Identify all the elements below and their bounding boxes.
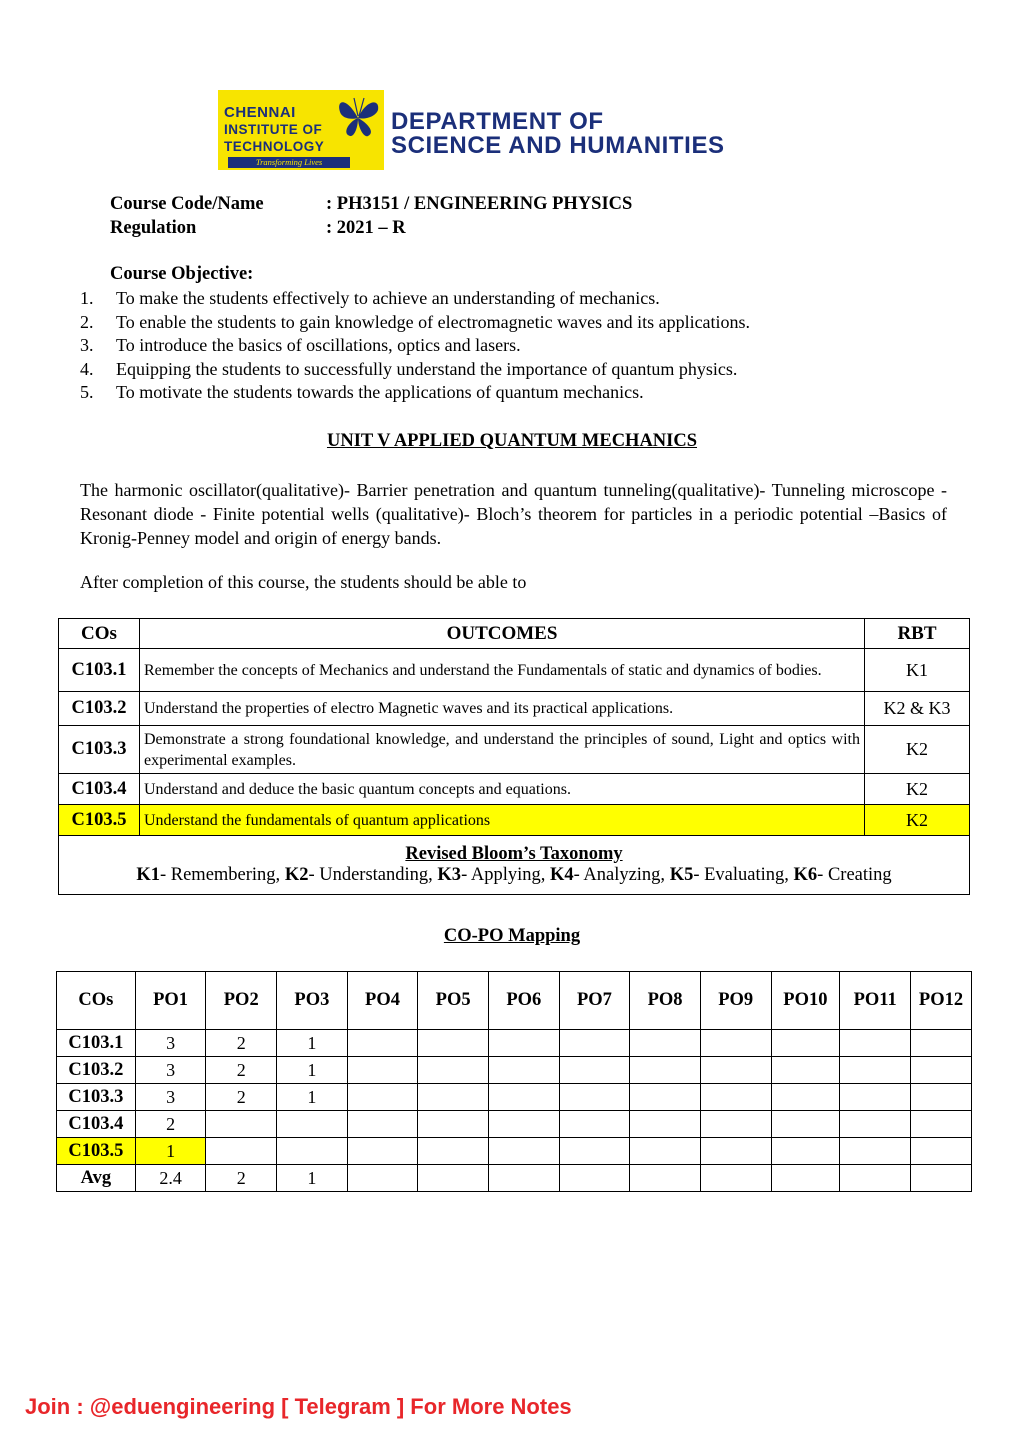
syllabus-paragraph: The harmonic oscillator(qualitative)- Barrier penetration and quantum tunneling(qualitative)- Tunneling microscope - Resonant diode - Finite potential wells (qualitative)- Bloch’s theorem for particles in a periodic potential –Basics of Kronig-Penney model and origin of energy bands. [80,480,947,548]
po-value [771,1111,840,1138]
po-value [771,1138,840,1165]
po-value [418,1111,489,1138]
po-value [911,1111,972,1138]
logo-tagline: Transforming Lives [228,157,350,168]
regulation-label: Regulation [110,218,197,238]
bloom-taxonomy-cell [59,836,970,895]
rbt-level: K2 [865,726,970,774]
po-value [840,1138,911,1165]
po-value [840,1030,911,1057]
po-value [418,1030,489,1057]
objective-item: 1. To make the students effectively to achieve an understanding of mechanics. [80,288,660,308]
outcome-text: Understand the properties of electro Magnetic waves and its practical applications. [140,692,865,726]
po-header-cell: PO3 [277,972,348,1030]
bloom-desc: - Understanding, [308,865,438,885]
po-value [840,1111,911,1138]
po-value: 2 [206,1084,277,1111]
po-value: 2 [206,1030,277,1057]
co-code: C103.4 [57,1111,136,1138]
po-value [559,1030,630,1057]
bloom-title: Revised Bloom’s Taxonomy [405,844,623,864]
po-value [206,1138,277,1165]
outcome-text: Understand the fundamentals of quantum applications [140,805,865,836]
po-value [347,1084,418,1111]
po-header-cell: PO2 [206,972,277,1030]
outcome-text: Remember the concepts of Mechanics and understand the Fundamentals of static and dynamics of bodies. [140,649,865,692]
po-value [488,1165,559,1192]
po-header-cell: PO10 [771,972,840,1030]
po-value [418,1165,489,1192]
po-value: 1 [277,1057,348,1084]
dept-line-2: SCIENCE AND HUMANITIES [391,132,725,159]
co-code: C103.5 [59,805,140,836]
po-value [277,1138,348,1165]
po-value: 2.4 [135,1165,206,1192]
po-value [347,1057,418,1084]
po-value [630,1030,701,1057]
po-value: 3 [135,1084,206,1111]
po-value [771,1030,840,1057]
telegram-footer: Join : @eduengineering [ Telegram ] For More Notes [25,1394,572,1419]
table-row-highlighted [59,805,970,836]
po-header-cell: PO12 [911,972,972,1030]
header-outcomes: OUTCOMES [140,619,865,649]
co-code: Avg [57,1165,136,1192]
po-value [630,1165,701,1192]
header-cos: COs [59,619,140,649]
institute-logo [218,90,384,170]
bloom-desc: - Evaluating, [693,865,794,885]
po-value [630,1084,701,1111]
po-value [700,1030,771,1057]
objective-item: 3. To introduce the basics of oscillations, optics and lasers. [80,335,521,355]
po-header-cell: PO5 [418,972,489,1030]
po-value: 3 [135,1030,206,1057]
po-value: 3 [135,1057,206,1084]
co-code: C103.3 [59,726,140,774]
po-value [559,1138,630,1165]
regulation-value: : 2021 – R [326,218,406,238]
bloom-key: K1 [136,865,160,885]
po-value [559,1111,630,1138]
po-value: 1 [277,1165,348,1192]
po-value [700,1084,771,1111]
bloom-key: K4 [549,865,574,885]
outcome-text: Demonstrate a strong foundational knowledge, and understand the principles of sound, Light and optics with experimental examples. [140,726,865,774]
table-header-row [59,619,970,649]
rbt-level: K1 [865,649,970,692]
po-value [771,1084,840,1111]
po-value [911,1165,972,1192]
po-value [700,1165,771,1192]
table-body [57,1030,972,1192]
po-value [700,1138,771,1165]
po-header-cell: PO8 [630,972,701,1030]
objective-item: 4. Equipping the students to successfully understand the importance of quantum physics. [80,358,738,379]
bloom-key: K2 [284,865,309,885]
bloom-key: K3 [437,865,462,885]
table-row [57,1030,972,1057]
po-value [347,1165,418,1192]
po-value [418,1138,489,1165]
po-value [771,1165,840,1192]
logo-line-2: INSTITUTE OF [224,122,323,137]
po-value [488,1030,559,1057]
co-po-mapping-title: CO-PO Mapping [443,926,581,946]
po-value [911,1138,972,1165]
co-code: C103.3 [57,1084,136,1111]
po-value [911,1030,972,1057]
po-value [559,1057,630,1084]
unit-title: UNIT V APPLIED QUANTUM MECHANICS [326,431,698,451]
course-code-value: : PH3151 / ENGINEERING PHYSICS [326,194,633,214]
objective-item: 2. To enable the students to gain knowledge of electromagnetic waves and its applications. [80,311,751,332]
after-completion-text: After completion of this course, the students should be able to [80,572,527,592]
po-value [911,1084,972,1111]
course-code-label: Course Code/Name [110,194,264,214]
logo-line-3: TECHNOLOGY [224,139,325,154]
po-value: 2 [206,1165,277,1192]
po-header-cell: PO11 [840,972,911,1030]
co-code: C103.4 [59,774,140,805]
po-value [488,1138,559,1165]
po-header-cell: PO4 [347,972,418,1030]
table-row [57,1165,972,1192]
table-row [57,1138,972,1165]
po-value [347,1138,418,1165]
po-value [630,1057,701,1084]
po-header-cell: PO1 [135,972,206,1030]
co-code: C103.5 [57,1138,136,1165]
co-code: C103.2 [59,692,140,726]
co-code: C103.1 [59,649,140,692]
po-value: 2 [206,1057,277,1084]
co-code: C103.2 [57,1057,136,1084]
dept-line-1: DEPARTMENT OF [391,108,604,135]
po-value: 2 [135,1111,206,1138]
po-value [700,1111,771,1138]
department-title [391,110,725,158]
table-row [59,649,970,692]
rbt-level: K2 [865,774,970,805]
table-row [57,1111,972,1138]
bloom-desc: - Applying, [461,865,550,885]
po-value [488,1111,559,1138]
po-value [488,1084,559,1111]
po-value [277,1111,348,1138]
bloom-row [59,836,970,895]
bloom-key: K6 [793,865,818,885]
po-value [347,1111,418,1138]
co-po-table [56,971,972,1192]
po-value: 1 [277,1084,348,1111]
table-row [59,726,970,774]
course-info [110,194,632,242]
po-value [206,1111,277,1138]
po-value [771,1057,840,1084]
co-code: C103.1 [57,1030,136,1057]
po-value [347,1030,418,1057]
po-value [559,1165,630,1192]
po-value [630,1138,701,1165]
po-header-cell: PO6 [488,972,559,1030]
objective-title: Course Objective: [110,264,254,284]
po-value [840,1165,911,1192]
po-value [418,1057,489,1084]
po-value [840,1084,911,1111]
po-value [630,1111,701,1138]
po-value: 1 [277,1030,348,1057]
po-value: 1 [135,1138,206,1165]
bloom-key: K5 [669,865,694,885]
table-row [57,1084,972,1111]
header-rbt: RBT [865,619,970,649]
rbt-level: K2 [865,805,970,836]
bloom-desc: - Remembering, [159,865,285,885]
table-row [59,774,970,805]
bloom-desc: - Creating [817,865,892,885]
rbt-level: K2 & K3 [865,692,970,726]
po-header-cell: PO7 [559,972,630,1030]
po-value [488,1057,559,1084]
objective-item: 5. To motivate the students towards the applications of quantum mechanics. [80,382,644,402]
outcome-text: Understand and deduce the basic quantum concepts and equations. [140,774,865,805]
po-value [700,1057,771,1084]
table-row [59,692,970,726]
po-header-cell: COs [57,972,136,1030]
logo-line-1: CHENNAI [224,104,296,121]
butterfly-icon [336,94,382,142]
po-value [911,1057,972,1084]
table-header-row [57,972,972,1030]
po-value [559,1084,630,1111]
bloom-desc: - Analyzing, [573,865,670,885]
bloom-levels [63,865,965,886]
po-header-cell: PO9 [700,972,771,1030]
table-row [57,1057,972,1084]
outcomes-table [58,618,970,895]
po-value [840,1057,911,1084]
po-value [418,1084,489,1111]
objective-list [80,288,750,406]
